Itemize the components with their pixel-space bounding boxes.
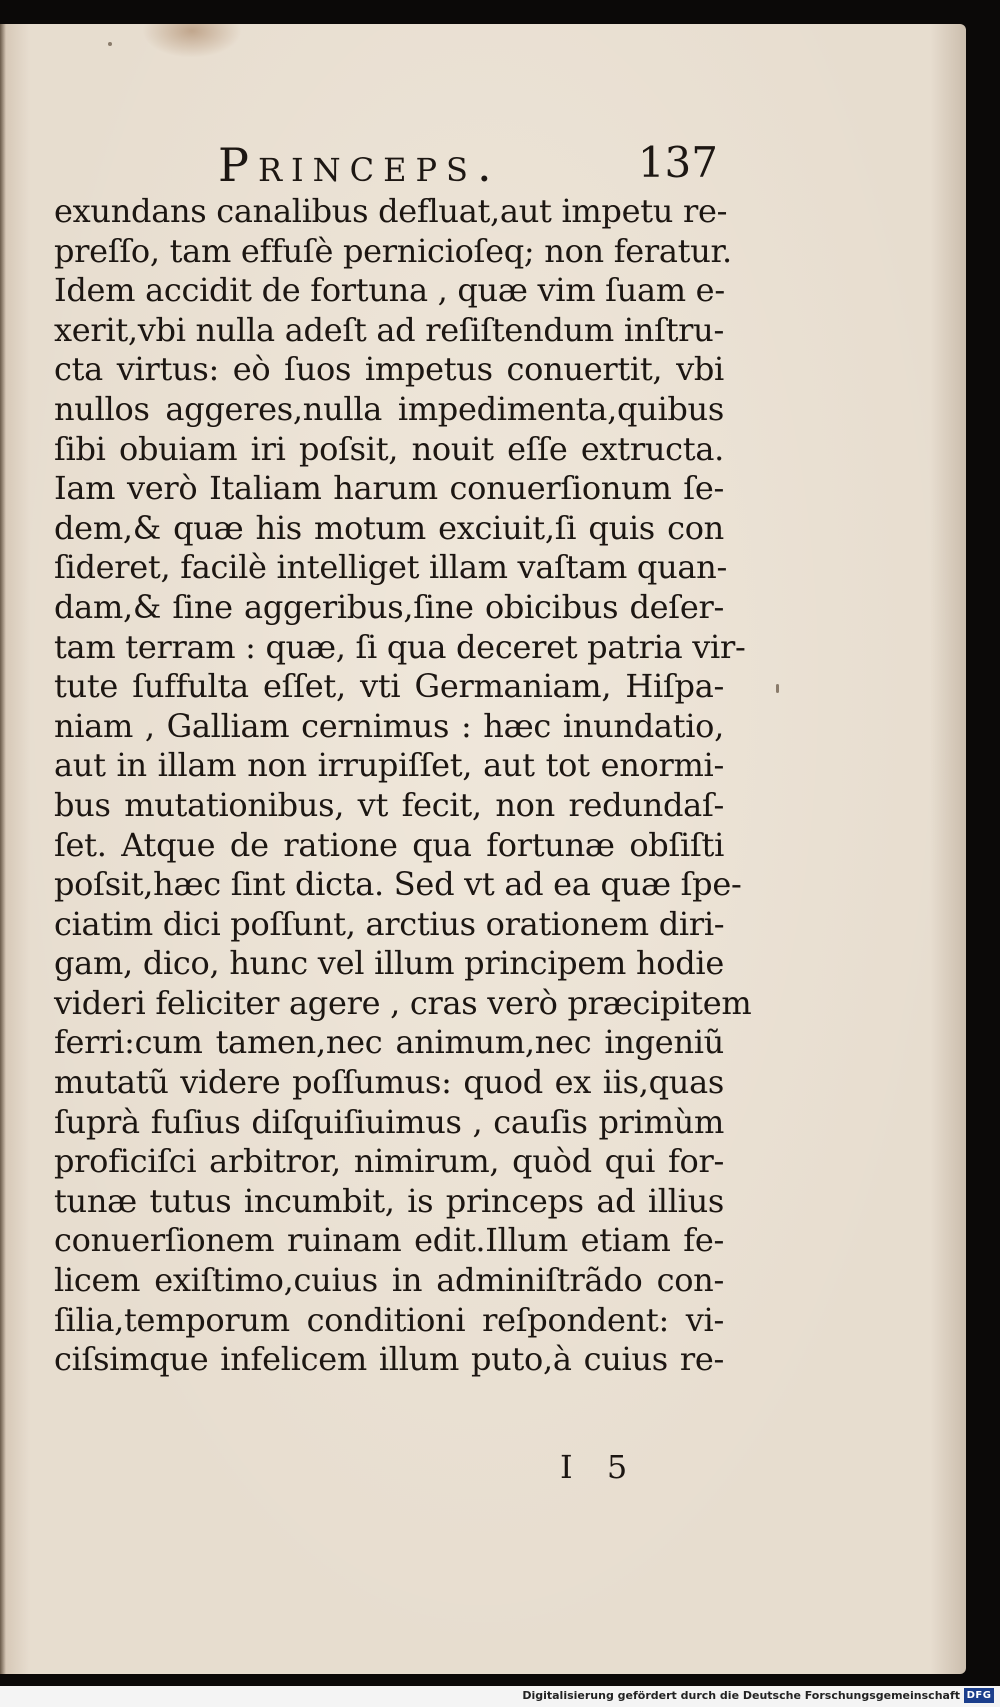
page-edge-shadow [0, 24, 6, 1674]
text-line: nullos aggeres,nulla impedimenta,quibus [54, 389, 724, 428]
text-line: niam , Galliam cernimus : hæc inundatio, [54, 706, 724, 745]
text-line: ſilia,temporum conditioni reſpondent: vi- [54, 1300, 724, 1339]
text-line: licem exiſtimo,cuius in adminiſtrãdo con- [54, 1261, 724, 1300]
text-line: ciatim dici poſſunt, arctius orationem diri- [54, 904, 725, 943]
text-line: mutatũ videre poſſumus: quod ex iis,quas [54, 1063, 724, 1102]
text-line: Idem accidit de fortuna , quæ vim ſuam e- [54, 271, 725, 310]
text-line: preſſo, tam effuſè pernicioſeq; non feratur. [54, 231, 732, 270]
text-line: Iam verò Italiam harum conuerſionum ſe- [54, 469, 724, 508]
text-line: exundans canalibus defluat,aut impetu re- [54, 192, 728, 230]
text-line: tam terram : quæ, ſi qua deceret patria vir- [54, 627, 746, 666]
page-number: 137 [637, 138, 718, 187]
text-line: ſuprà fuſius diſquiſiuimus , cauſis primùm [54, 1102, 724, 1141]
running-title: Princeps. [218, 138, 501, 192]
text-line: gam, dico, hunc vel illum principem hodie [54, 944, 724, 983]
text-line: ſideret, facilè intelliget illam vaſtam quan- [54, 548, 728, 587]
text-line: poſsit,hæc ſint dicta. Sed vt ad ea quæ ſpe- [54, 865, 742, 904]
text-line: tute ſuffulta eſſet, vti Germaniam, Hiſpa- [54, 667, 724, 706]
text-line: ferri:cum tamen,nec animum,nec ingeniũ [54, 1023, 724, 1062]
text-line: ſet. Atque de ratione qua fortunæ obſiſti [54, 825, 724, 864]
signature-mark: I 5 [560, 1448, 640, 1486]
text-line: conuerſionem ruinam edit.Illum etiam fe- [54, 1221, 724, 1260]
text-line: proficiſci arbitror, nimirum, quòd qui for- [54, 1142, 724, 1181]
paper-speck [776, 684, 779, 693]
body-text [54, 192, 752, 1380]
text-line: ciſsimque infelicem illum puto,à cuius re- [54, 1340, 724, 1379]
text-line: bus mutationibus, vt fecit, non redundaſ- [54, 785, 724, 824]
text-line: ſibi obuiam iri poſsit, nouit eſſe extructa. [54, 429, 724, 468]
text-line: tunæ tutus incumbit, is princeps ad illius [54, 1181, 724, 1220]
text-line: cta virtus: eò ſuos impetus conuertit, vbi [54, 350, 724, 389]
book-page [0, 24, 966, 1674]
text-line: xerit,vbi nulla adeſt ad reſiſtendum inſtru- [54, 310, 724, 349]
text-line: videri feliciter agere , cras verò præcipitem [54, 983, 752, 1022]
text-line: dem,& quæ his motum exciuit,ſi quis con [54, 508, 724, 547]
funding-credit: Digitalisierung gefördert durch die Deutsche Forschungsgemeinschaft [522, 1689, 960, 1702]
digitization-footer [0, 1686, 1000, 1707]
paper-speck [108, 42, 112, 46]
paper-stain [142, 24, 242, 58]
text-line: aut in illam non irrupiſſet, aut tot enormi- [54, 746, 724, 785]
dfg-logo-icon[interactable]: DFG [964, 1688, 994, 1703]
text-line: dam,& ſine aggeribus,ſine obicibus deſer- [54, 587, 724, 626]
